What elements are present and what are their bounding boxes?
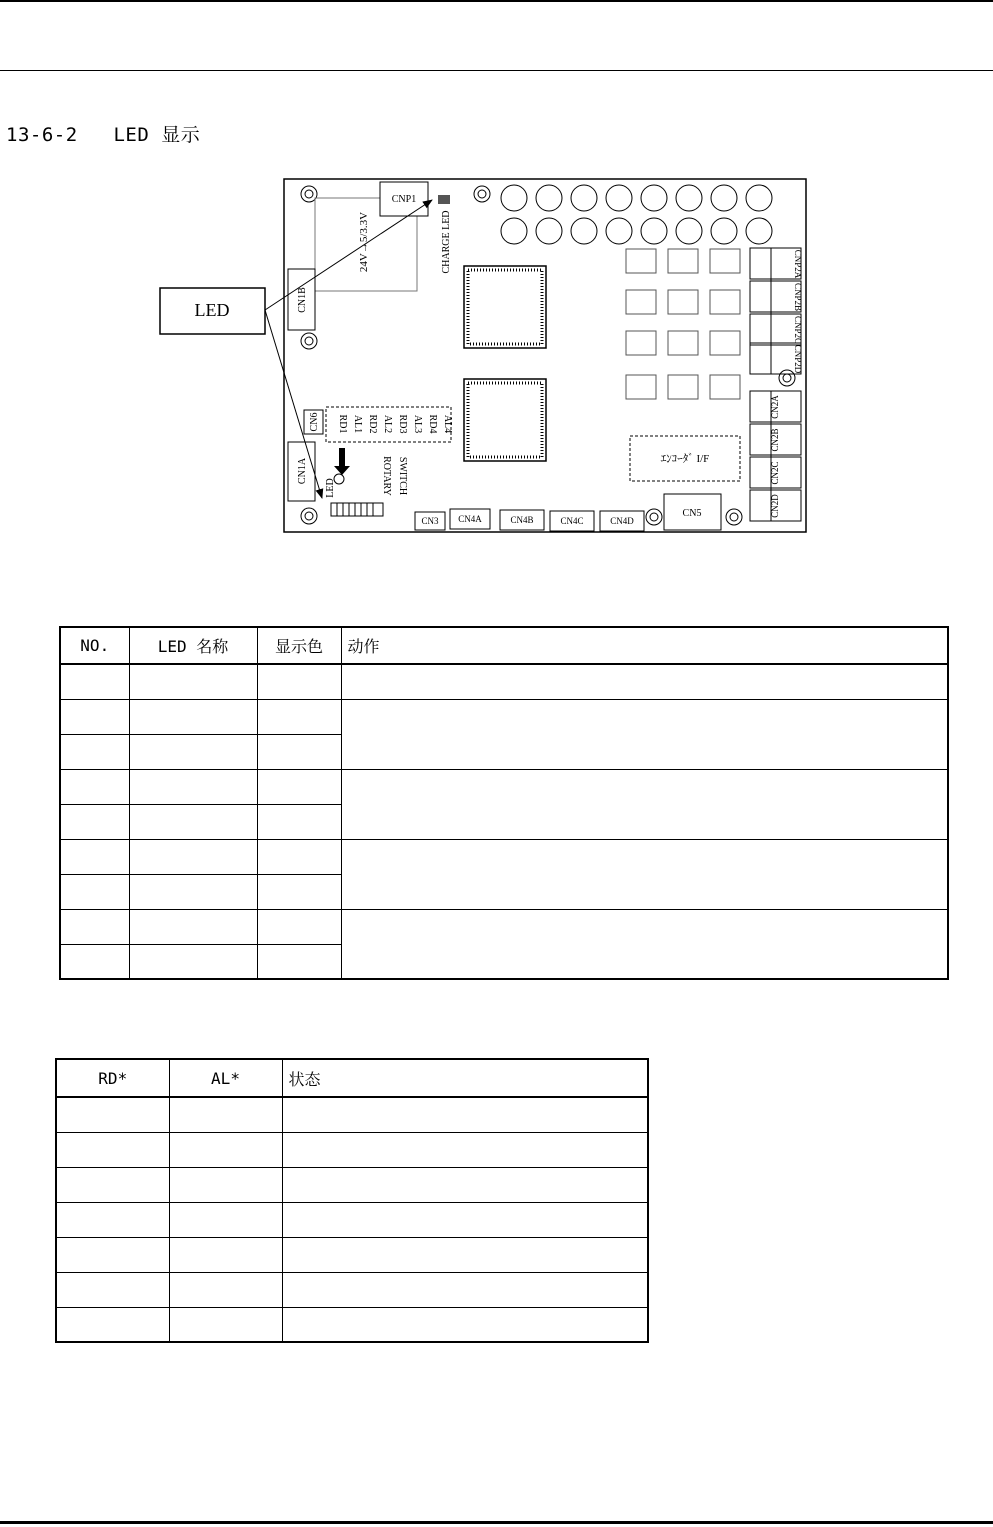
table-row: [56, 1237, 648, 1272]
header-led-name: LED 名称: [129, 627, 257, 664]
svg-text:CN4C: CN4C: [560, 516, 584, 526]
table-row: [60, 769, 948, 804]
table-row: [56, 1167, 648, 1202]
table-row: [56, 1097, 648, 1132]
table-row: [60, 839, 948, 874]
table-row: [60, 664, 948, 699]
table-row: [56, 1307, 648, 1342]
table-row: [60, 909, 948, 944]
svg-text:CN2B: CN2B: [770, 428, 780, 452]
svg-text:CN4A: CN4A: [458, 514, 482, 524]
board-svg: [157, 178, 809, 534]
svg-text:CN2C: CN2C: [770, 461, 780, 485]
section-heading: 13-6-2 LED 显示: [6, 124, 201, 146]
svg-text:CNP2B: CNP2B: [793, 282, 803, 312]
led-table: [59, 626, 949, 980]
table-header-row: [56, 1059, 648, 1097]
header-rule: [0, 70, 993, 71]
svg-text:CNP2A: CNP2A: [793, 249, 803, 279]
charge-led: [438, 195, 450, 204]
svg-text:AL1: AL1: [352, 414, 363, 434]
transistor-array: [626, 249, 740, 399]
table-row: [60, 699, 948, 734]
table-header-row: [60, 627, 948, 664]
status-table: [55, 1058, 649, 1343]
svg-text:CNP1: CNP1: [391, 194, 417, 205]
svg-text:CN6: CN6: [309, 412, 320, 432]
svg-text:SWITCH: SWITCH: [397, 456, 408, 496]
capacitor-array: [501, 185, 772, 244]
svg-text:ROTARY: ROTARY: [381, 456, 392, 496]
svg-text:RD4: RD4: [427, 414, 438, 434]
svg-text:RD3: RD3: [397, 414, 408, 434]
svg-text:CN4B: CN4B: [510, 515, 534, 525]
svg-text:24V→5/3.3V: 24V→5/3.3V: [358, 211, 370, 273]
header-color: 显示色: [257, 627, 341, 664]
table-row: [56, 1272, 648, 1307]
svg-text:RD1: RD1: [337, 414, 348, 434]
svg-text:AL4: AL4: [442, 414, 453, 434]
ic-chip-1: [464, 266, 546, 348]
header-al: AL*: [169, 1059, 282, 1097]
svg-text:CHARGE LED: CHARGE LED: [441, 210, 452, 274]
header-status: 状态: [282, 1059, 648, 1097]
svg-text:CN1A: CN1A: [297, 457, 308, 485]
svg-text:CN4D: CN4D: [610, 516, 634, 526]
top-rule: [0, 0, 993, 2]
svg-text:CN2D: CN2D: [770, 494, 780, 518]
svg-text:CN1B: CN1B: [297, 287, 308, 313]
led-callout-label: LED: [194, 300, 230, 320]
svg-text:CN5: CN5: [682, 508, 702, 519]
svg-text:CN2A: CN2A: [770, 395, 780, 419]
table-row: [56, 1202, 648, 1237]
svg-text:ｴﾝｺｰﾀﾞ I/F: ｴﾝｺｰﾀﾞ I/F: [660, 453, 710, 465]
ic-chip-2: [464, 379, 546, 461]
header-action: 动作: [341, 627, 948, 664]
svg-text:RD2: RD2: [367, 414, 378, 434]
svg-text:AL2: AL2: [382, 414, 393, 434]
header-rd: RD*: [56, 1059, 169, 1097]
svg-text:CNP2D: CNP2D: [793, 344, 803, 374]
footer-rule: [0, 1521, 993, 1524]
board-diagram: [157, 178, 809, 534]
header-no: NO.: [60, 627, 129, 664]
svg-text:CNP2C: CNP2C: [793, 315, 803, 345]
table-row: [56, 1132, 648, 1167]
svg-text:CN3: CN3: [421, 516, 439, 526]
svg-text:LED: LED: [325, 478, 336, 498]
svg-text:AL3: AL3: [412, 414, 423, 434]
